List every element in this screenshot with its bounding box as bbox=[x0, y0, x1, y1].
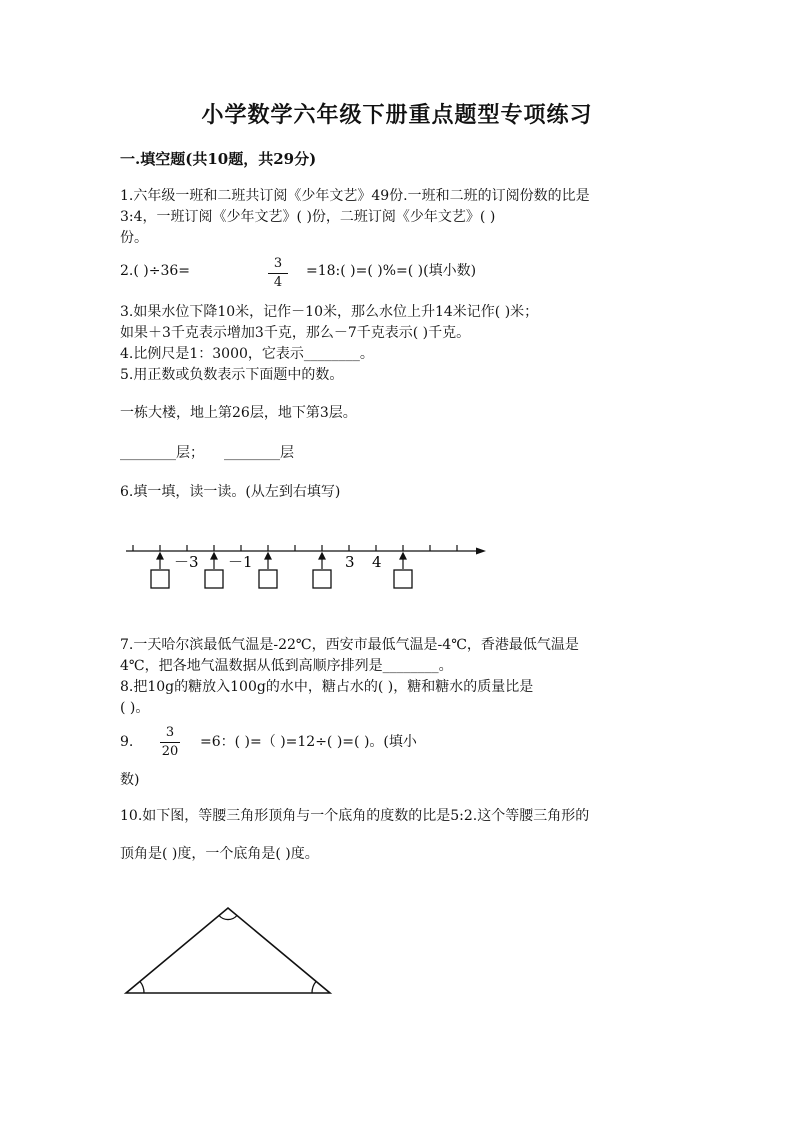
q3-line1: 3.如果水位下降10米，记作－10米，那么水位上升14米记作( )米； bbox=[120, 304, 539, 320]
q6-title: 6.填一填，读一读。(从左到右填写) bbox=[120, 484, 341, 500]
q2-frac-den: 4 bbox=[273, 275, 283, 290]
q8-line2: ( )。 bbox=[120, 700, 150, 716]
tick-label-4: 4 bbox=[372, 553, 382, 571]
q10-line1: 10.如下图，等腰三角形顶角与一个底角的度数的比是5:2.这个等腰三角形的 bbox=[120, 808, 590, 824]
q5-text: 一栋大楼，地上第26层，地下第3层。 bbox=[120, 405, 357, 421]
q7-line1: 7.一天哈尔滨最低气温是-22℃，西安市最低气温是-4℃，香港最低气温是 bbox=[120, 637, 579, 653]
q2-post: =18:( )=( )%=( )(填小数) bbox=[306, 263, 477, 279]
answer-box-5 bbox=[394, 570, 412, 588]
q5-blank1: ________层； bbox=[120, 445, 204, 461]
number-line-ticks bbox=[133, 545, 457, 551]
q9-frac-num: 3 bbox=[165, 725, 175, 740]
q2-fraction bbox=[268, 256, 288, 291]
q9-post: =6：( )=（ )=12÷( )=( )。(填小 bbox=[200, 734, 417, 750]
q7-line2: 4℃，把各地气温数据从低到高顺序排列是________。 bbox=[120, 658, 453, 674]
q8-line1: 8.把10g的糖放入100g的水中，糖占水的( )，糖和糖水的质量比是 bbox=[120, 679, 534, 695]
q2-frac-num: 3 bbox=[273, 256, 283, 271]
tick-label-neg3: －3 bbox=[174, 553, 199, 571]
q3-line2: 如果＋3千克表示增加3千克，那么－7千克表示( )千克。 bbox=[120, 325, 471, 341]
answer-box-3 bbox=[259, 570, 277, 588]
left-base-angle-mark bbox=[140, 982, 144, 994]
q5-title: 5.用正数或负数表示下面题中的数。 bbox=[120, 367, 344, 383]
isosceles-triangle-figure bbox=[118, 900, 338, 1000]
q9-fraction bbox=[160, 725, 180, 760]
q1-line1: 1.六年级一班和二班共订阅《少年文艺》49份.一班和二班的订阅份数的比是 bbox=[120, 188, 590, 204]
answer-box-2 bbox=[205, 570, 223, 588]
q9-line2: 数) bbox=[120, 772, 140, 788]
q10-line2: 顶角是( )度，一个底角是( )度。 bbox=[120, 846, 319, 862]
number-line-figure bbox=[120, 536, 490, 594]
answer-boxes bbox=[151, 570, 412, 588]
answer-box-1 bbox=[151, 570, 169, 588]
tick-label-neg1: －1 bbox=[228, 553, 253, 571]
q9-frac-den: 20 bbox=[161, 744, 179, 759]
q2-pre: 2.( )÷36= bbox=[120, 263, 191, 279]
q1-line2: 3:4，一班订阅《少年文艺》( )份，二班订阅《少年文艺》( ) bbox=[120, 209, 496, 225]
q5-blank2: ________层 bbox=[224, 445, 294, 461]
tick-label-3: 3 bbox=[345, 553, 355, 571]
triangle-outline bbox=[126, 908, 330, 993]
right-base-angle-mark bbox=[312, 982, 316, 994]
answer-box-4 bbox=[313, 570, 331, 588]
apex-angle-mark bbox=[219, 916, 237, 920]
page-title: 小学数学六年级下册重点题型专项练习 bbox=[201, 102, 593, 128]
section-heading: 一.填空题(共10题，共29分) bbox=[120, 150, 317, 168]
q4-text: 4.比例尺是1：3000，它表示________。 bbox=[120, 346, 374, 362]
q1-line3: 份。 bbox=[120, 230, 148, 246]
number-line-arrow bbox=[476, 548, 486, 555]
q9-pre: 9. bbox=[120, 734, 134, 750]
